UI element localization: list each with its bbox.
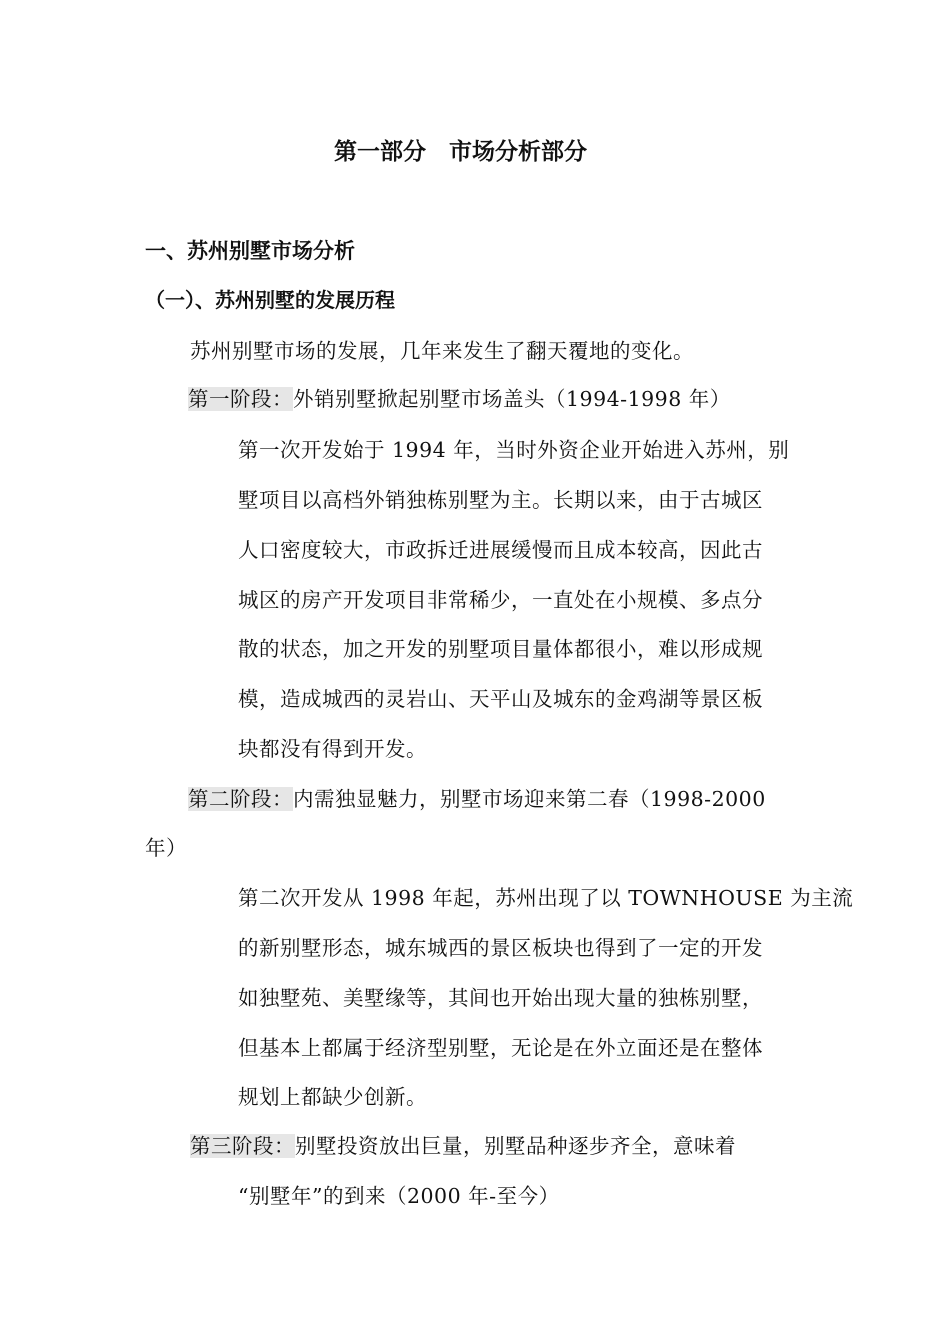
stage3-label: 第三阶段： [190, 1134, 295, 1158]
stage1-line: 人口密度较大，市政拆迁进展缓慢而且成本较高，因此古 [238, 538, 763, 562]
stage2-line: 第二次开发从 1998 年起，苏州出现了以 TOWNHOUSE 为主流 [238, 886, 854, 910]
stage3-heading-continuation: “别墅年”的到来（2000 年-至今） [238, 1184, 560, 1208]
stage1-heading: 外销别墅掀起别墅市场盖头（1994-1998 年） [293, 387, 731, 411]
stage1-line: 第一次开发始于 1994 年，当时外资企业开始进入苏州，别 [238, 438, 790, 462]
stage2-heading: 内需独显魅力，别墅市场迎来第二春（1998-2000 [293, 787, 766, 811]
stage2-heading-line [188, 784, 766, 814]
stage1-line: 墅项目以高档外销独栋别墅为主。长期以来，由于古城区 [238, 488, 763, 512]
section-heading: 一、苏州别墅市场分析 [145, 239, 355, 263]
stage1-line: 城区的房产开发项目非常稀少，一直处在小规模、多点分 [238, 588, 763, 612]
stage2-heading-continuation: 年） [145, 836, 187, 860]
stage2-line: 但基本上都属于经济型别墅，无论是在外立面还是在整体 [238, 1036, 763, 1060]
stage2-label: 第二阶段： [188, 787, 293, 811]
stage1-line: 模，造成城西的灵岩山、天平山及城东的金鸡湖等景区板 [238, 687, 763, 711]
stage1-label: 第一阶段： [188, 387, 293, 411]
document-title: 第一部分 市场分析部分 [334, 139, 587, 165]
stage3-heading-line [190, 1131, 736, 1161]
stage2-line: 的新别墅形态，城东城西的景区板块也得到了一定的开发 [238, 936, 763, 960]
intro-paragraph: 苏州别墅市场的发展，几年来发生了翻天覆地的变化。 [190, 339, 694, 363]
stage1-heading-line [188, 384, 731, 414]
subsection-heading: （一）、苏州别墅的发展历程 [145, 288, 395, 312]
stage3-heading: 别墅投资放出巨量，别墅品种逐步齐全，意味着 [295, 1134, 736, 1158]
stage1-line: 块都没有得到开发。 [238, 737, 427, 761]
stage2-line: 如独墅苑、美墅缘等，其间也开始出现大量的独栋别墅， [238, 986, 763, 1010]
stage1-line: 散的状态，加之开发的别墅项目量体都很小，难以形成规 [238, 637, 763, 661]
stage2-line: 规划上都缺少创新。 [238, 1085, 427, 1109]
